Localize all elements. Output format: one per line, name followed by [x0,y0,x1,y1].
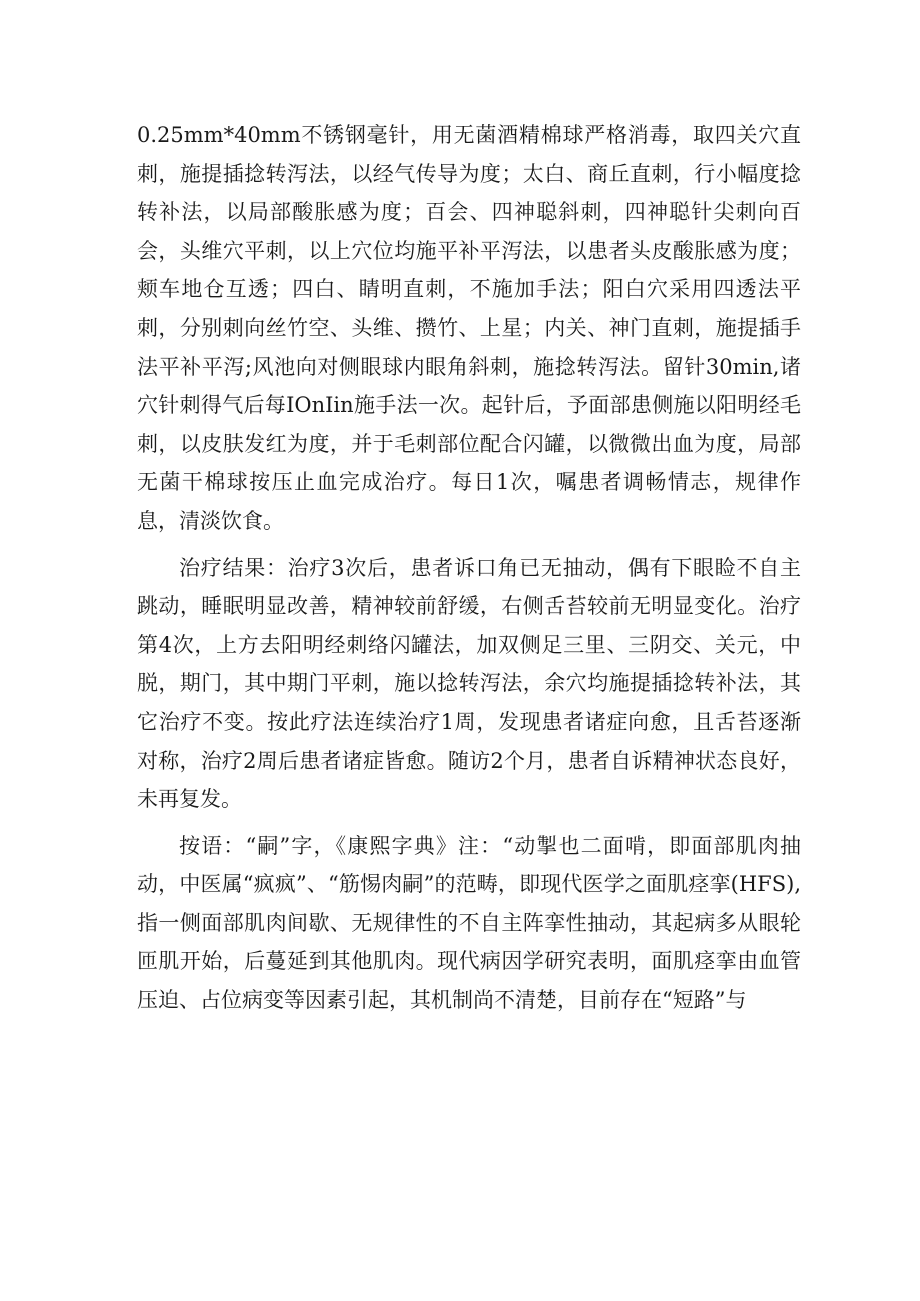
paragraph-treatment-result: 治疗结果：治疗3次后，患者诉口角已无抽动，偶有下眼睑不自主跳动，睡眠明显改善，精神较前舒缓，右侧舌苔较前无明显变化。治疗第4次，上方去阳明经刺络闪罐法，加双侧足三里、三阴交、关元，中脱，期门，其中期门平刺，施以捻转泻法，余穴均施提插捻转补法，其它治疗不变。按此疗法连续治疗1周，发现患者诸症向愈，且舌苔逐渐对称，治疗2周后患者诸症皆愈。随访2个月，患者自诉精神状态良好，未再复发。 [137,555,801,812]
paragraph-commentary: 按语：“嗣”字，《康熙字典》注：“动掣也二面啃，即面部肌肉抽动，中医属“疯疯”、“筋惕肉嗣”的范畴，即现代医学之面肌痉挛(HFS),指一侧面部肌肉间歇、无规律性的不自主阵挛性抽动，其起病多从眼轮匝肌开始，后蔓延到其他肌肉。现代病因学研究表明，面肌痉挛由血管压迫、占位病变等因素引起，其机制尚不清楚，目前存在“短路”与 [137,833,801,1013]
paragraph-treatment-method: 0.25mm*40mm不锈钢毫针，用无菌酒精棉球严格消毒，取四关穴直刺，施提插捻转泻法，以经气传导为度；太白、商丘直刺，行小幅度捻转补法，以局部酸胀感为度；百会、四神聪斜刺，四神聪针尖刺向百会，头维穴平刺，以上穴位均施平补平泻法，以患者头皮酸胀感为度；颊车地仓互透；四白、睛明直刺，不施加手法；阳白穴采用四透法平刺，分别刺向丝竹空、头维、攒竹、上星；内关、神门直刺，施提插手法平补平泻;风池向对侧眼球内眼角斜刺，施捻转泻法。留针30min,诸穴针刺得气后每IOnIin施手法一次。起针后，予面部患侧施以阳明经毛刺，以皮肤发红为度，并于毛刺部位配合闪罐，以微微出血为度，局部无菌干棉球按压止血完成治疗。每日1次，嘱患者调畅情志，规律作息，清淡饮食。 [137,123,801,533]
document-body [137,116,801,1028]
